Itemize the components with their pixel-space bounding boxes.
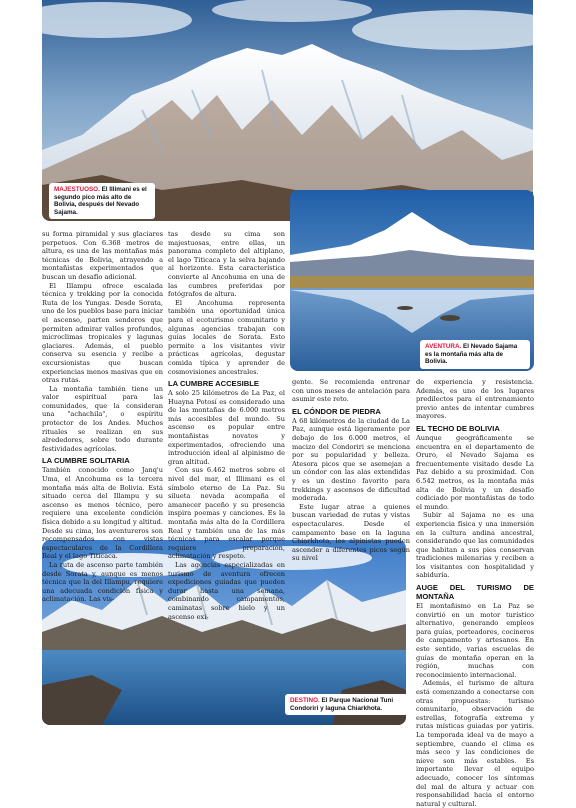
- caption-keyword: MAJESTUOSO.: [54, 186, 100, 193]
- paragraph: Aunque geográficamente se encuentra en el departamento de Oruro, el Nevado Sajama es frecuentemente visitado desde La Paz debido a su proximidad. Con 6.542 metros, es la montaña más alta de Bolivia y un desafío codiciado por montañistas de todo el mundo.: [416, 433, 534, 511]
- caption-text: El Nevado Sajama es la montaña más alta de Bolivia.: [425, 343, 518, 365]
- paragraph: El montañismo en La Paz se convirtió en un motor turístico alternativo, generando empleos para guías, porteadores, cocineros de campamento y artesanos. En este sentido, varias escuelas de guías de montaña operan en la región, muchas con reconocimiento internacional.: [416, 602, 534, 679]
- paragraph: Además, el turismo de altura está comenzando a conectarse con otras propuestas: turismo comunitario, observación de estrellas, fotografía extrema y rutas místicas guiadas por yatiris. La temporada ideal va de mayo a septiembre, cuando el clima es más seco y las condiciones de nieve son más estables. Es importante llevar el equipo adecuado, conocer los síntomas del mal de altura y actuar con responsabilidad hacia el entorno natural y cultural.: [416, 679, 534, 808]
- paragraph: tas desde su cima son majestuosas, entre ellas, un panorama completo del altiplano, el lago Titicaca y la selva bajando al horizonte. Esta característica convierte al Ancohuma en una de las cumbres preferidas por fotógrafos de altura.: [168, 230, 285, 299]
- article-column-3: [292, 378, 410, 563]
- paragraph: de experiencia y resistencia. Además, es uno de los lugares predilectos para el entrenamiento previo antes de intentar cumbres mayores.: [416, 378, 534, 421]
- right-photo-caption: [420, 340, 530, 369]
- paragraph: Subir al Sajama no es una experiencia física y una inmersión en la cultura andina ancestral, considerando que las comunidades que habitan a sus pies conservan tradiciones milenarias y reciben a los visitantes con hospitalidad y sabiduría.: [416, 511, 534, 580]
- paragraph: Con sus 6.462 metros sobre el nivel del mar, el Illimani es el símbolo eterno de La Paz. Su silueta nevada acompaña el amanecer paceño y su presencia inspira poemas y canciones. Es la montaña más alta de la Cordillera Real y también una de las más técnicas para escalar porque requiere preparación, aclimatación y respeto.: [168, 466, 285, 561]
- section-heading: EL TECHO DE BOLIVIA: [416, 423, 500, 433]
- paragraph: El Ancohuma representa también una oportunidad única para el ecoturismo comunitario y algunas agencias trabajan con guías locales de Sorata. Esto permite a los visitantes vivir prácticas agrícolas, degustar comida típica y aprender de cosmovisiones ancestrales.: [168, 298, 285, 376]
- bottom-photo-caption: [285, 694, 408, 715]
- article-column-4: [416, 378, 534, 808]
- paragraph: La ruta de ascenso parte también desde Sorata y, aunque es menos técnica que la del Illampu, requiere una adecuada condición física y aclimatación. Las vis-: [42, 560, 163, 604]
- article-column-1: [42, 230, 163, 604]
- paragraph: El Illampu ofrece escalada técnica y trekking por la conocida Ruta de los Yungas. Desde Sorata, uno de los pueblos base para iniciar el ascenso, parten senderos que permiten admirar valles profundos, microclimas tropicales y lagunas glaciares. Además, el pueblo conserva su esencia y recibe a excursionistas que buscan experiencias menos masivas que en otras rutas.: [42, 281, 163, 385]
- caption-keyword: DESTINO.: [290, 697, 320, 704]
- paragraph: La montaña también tiene un valor espiritual para las comunidades, que la consideran una "achachila", o espíritu protector de los Andes. Muchos rituales se realizan en sus alrededores, sobre todo durante festividades agrícolas.: [42, 384, 163, 453]
- section-heading: LA CUMBRE SOLITARIA: [42, 456, 130, 466]
- paragraph: Las agencias especializadas en turismo de aventura ofrecen expediciones guiadas que pueden durar hasta una semana, combinando campamentos, caminatas sobre hielo y un ascenso exi-: [168, 560, 285, 621]
- paragraph: gente. Se recomienda entrenar con unos meses de antelación para asumir este reto.: [292, 378, 410, 404]
- section-heading: AUGE DEL TURISMO DE MONTAÑA: [416, 583, 534, 602]
- paragraph: A 68 kilómetros de la ciudad de La Paz, aunque está ligeramente por debajo de los 6.000 metros, el macizo del Condoriri se menciona por su popularidad y belleza. Atesora picos que se asemejan a un cóndor con las alas extendidas y es un destino favorito para trekkings y ascensos de dificultad moderada.: [292, 416, 410, 503]
- caption-text: El Parque Nacional Tuni Condoriri y laguna Chiarkhota.: [290, 697, 394, 712]
- top-photo-caption: [49, 183, 155, 219]
- caption-keyword: AVENTURA.: [425, 343, 462, 350]
- article-column-2: [168, 230, 285, 621]
- section-heading: LA CUMBRE ACCESIBLE: [168, 379, 259, 389]
- paragraph: A solo 25 kilómetros de La Paz, el Huayna Potosí es considerado una de las montañas de 6.000 metros más accesibles del mundo. Su ascenso es popular entre montañistas novatos y experimentados, ofreciendo una introducción ideal al alpinismo de gran altitud.: [168, 389, 285, 466]
- caption-text: El Illimani es el segundo pico más alto de Bolivia, después del Nevado Sajama.: [54, 186, 147, 216]
- paragraph: Este lugar atrae a quienes buscan variedad de rutas y vistas espectaculares. Desde el campamento base en la laguna Chiarkhota, los alpinistas pueden ascender a diferentes picos según su nivel: [292, 502, 410, 563]
- section-heading: EL CÓNDOR DE PIEDRA: [292, 406, 381, 416]
- paragraph: su forma piramidal y sus glaciares perpetuos. Con 6.368 metros de altura, es una de las montañas más técnicas de Bolivia, atrayendo a montañistas experimentados que buscan un desafío adicional.: [42, 230, 163, 281]
- paragraph: También conocido como Janq'u Uma, el Ancohuma es la tercera montaña más alta de Bolivia. Está situado cerca del Illampu y su ascenso es menos técnico, pero requiere una excelente condición física debido a su longitud y altitud. Desde su cima, los aventureros son recompensados con vistas espectaculares de la Cordillera Real y el lago Titicaca.: [42, 466, 163, 561]
